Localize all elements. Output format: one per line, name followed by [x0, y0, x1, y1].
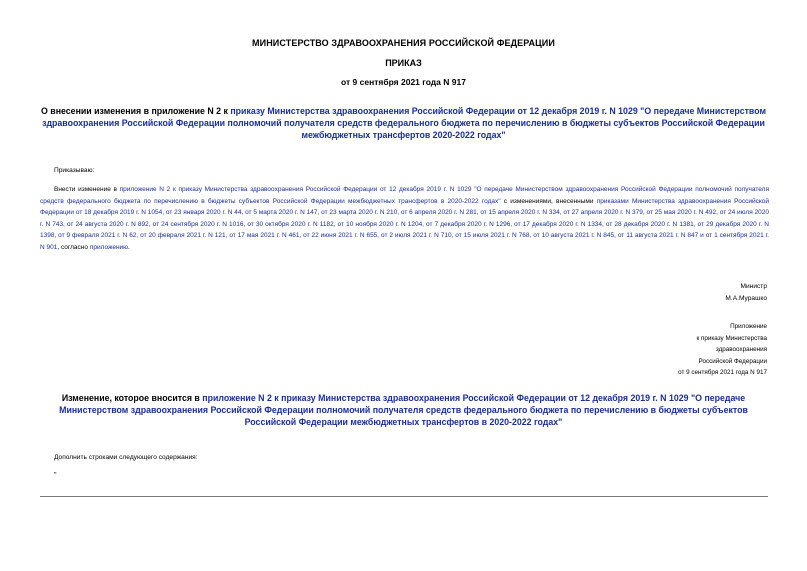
body-according: , согласно — [57, 243, 90, 251]
order-title-link[interactable]: приказу Министерства здравоохранения Российской Федерации от 12 декабря 2019 г. N 1029 "О передаче Министерством здравоохранения Российской Федерации полномочий получателя средств федерального бюджета по перечислению в бюджеты субъектов Российской Федерации межбюджетных трансфертов 2020-2022 годах" — [42, 106, 766, 140]
order-date: от 9 сентября 2021 года N 917 — [341, 77, 466, 87]
order-heading: ПРИКАЗ — [385, 58, 422, 68]
page-divider — [40, 496, 768, 497]
appendix-line-5: от 9 сентября 2021 года N 917 — [678, 369, 767, 377]
change-title — [40, 392, 767, 428]
body-link-amendments[interactable]: приказами Министерства здравоохранения Российской Федерации от 18 декабря 2019 г. N 1054, от 23 января 2020 г. N 44, от 5 марта 2020 г. N 147, от 23 марта 2020 г. N 210, от 6 апреля 2020 г. N 281, от 15 апреля 2020 г. N 334, от 27 апреля 2020 г. N 379, от 25 мая 2020 г. N 492, от 24 июля 2020 г. N 743, от 24 августа 2020 г. N 892, от 24 сентября 2020 г. N 1016, от 30 октября 2020 г. N 1182, от 10 ноября 2020 г. N 1204, от 7 декабря 2020 г. N 1296, от 17 декабря 2020 г. N 1334, от 28 декабря 2020 г. N 1381, от 29 декабря 2020 г. N 1398, от 9 февраля 2021 г. N 62, от 20 февраля 2021 г. N 121, от 17 мая 2021 г. N 461, от 22 июня 2021 г. N 655, от 2 июля 2021 г. N 710, от 15 июля 2021 г. N 768, от 10 августа 2021 г. N 845, от 11 августа 2021 г. N 847 и от 1 сентября 2021 г. N 901 — [40, 197, 769, 251]
appendix-line-2: к приказу Министерства — [696, 334, 767, 342]
decree-word: Приказываю: — [54, 167, 95, 174]
body-link-order[interactable]: приложение N 2 к приказу Министерства здравоохранения Российской Федерации от 12 декабря 2019 г. N 1029 "О передаче Министерством здравоохранения Российской Федерации полномочий получателя средств федерального бюджета по перечислению в бюджеты субъектов Российской Федерации межбюджетных трансфертов в 2020-2022 годах" — [40, 186, 769, 205]
body-with-changes: с изменениями, внесенными — [500, 197, 597, 205]
appendix-line-3: здравоохранения — [715, 346, 767, 354]
opening-quote: " — [54, 472, 57, 479]
body-link-appendix[interactable]: приложению — [89, 243, 129, 251]
body-intro: Внести изменение в — [54, 186, 120, 193]
change-title-text: Изменение, которое вносится в — [61, 393, 203, 403]
body-end: . — [128, 243, 130, 251]
appendix-line-1: Приложение — [730, 323, 767, 330]
supplement-text: Дополнить строками следующего содержания: — [54, 454, 198, 461]
order-title — [40, 105, 767, 141]
ministry-heading: МИНИСТЕРСТВО ЗДРАВООХРАНЕНИЯ РОССИЙСКОЙ ФЕДЕРАЦИИ — [252, 38, 555, 48]
appendix-block — [678, 321, 767, 379]
change-title-link[interactable]: приложение N 2 к приказу Министерства здравоохранения Российской Федерации от 12 декабря 2019 г. N 1029 "О передаче Министерством здравоохранения Российской Федерации полномочий получателя средств федерального бюджета по перечислению в бюджеты субъектов Российской Федерации межбюджетных трансфертов в 2020-2022 годах" — [59, 393, 748, 427]
signature-block — [725, 281, 767, 304]
appendix-line-4: Российской Федерации — [698, 357, 767, 365]
signature-position: Министр — [740, 283, 767, 290]
signature-name: М.А.Мурашко — [725, 294, 767, 302]
order-body — [40, 184, 769, 254]
order-title-text: О внесении изменения в приложение N 2 к — [41, 106, 231, 116]
